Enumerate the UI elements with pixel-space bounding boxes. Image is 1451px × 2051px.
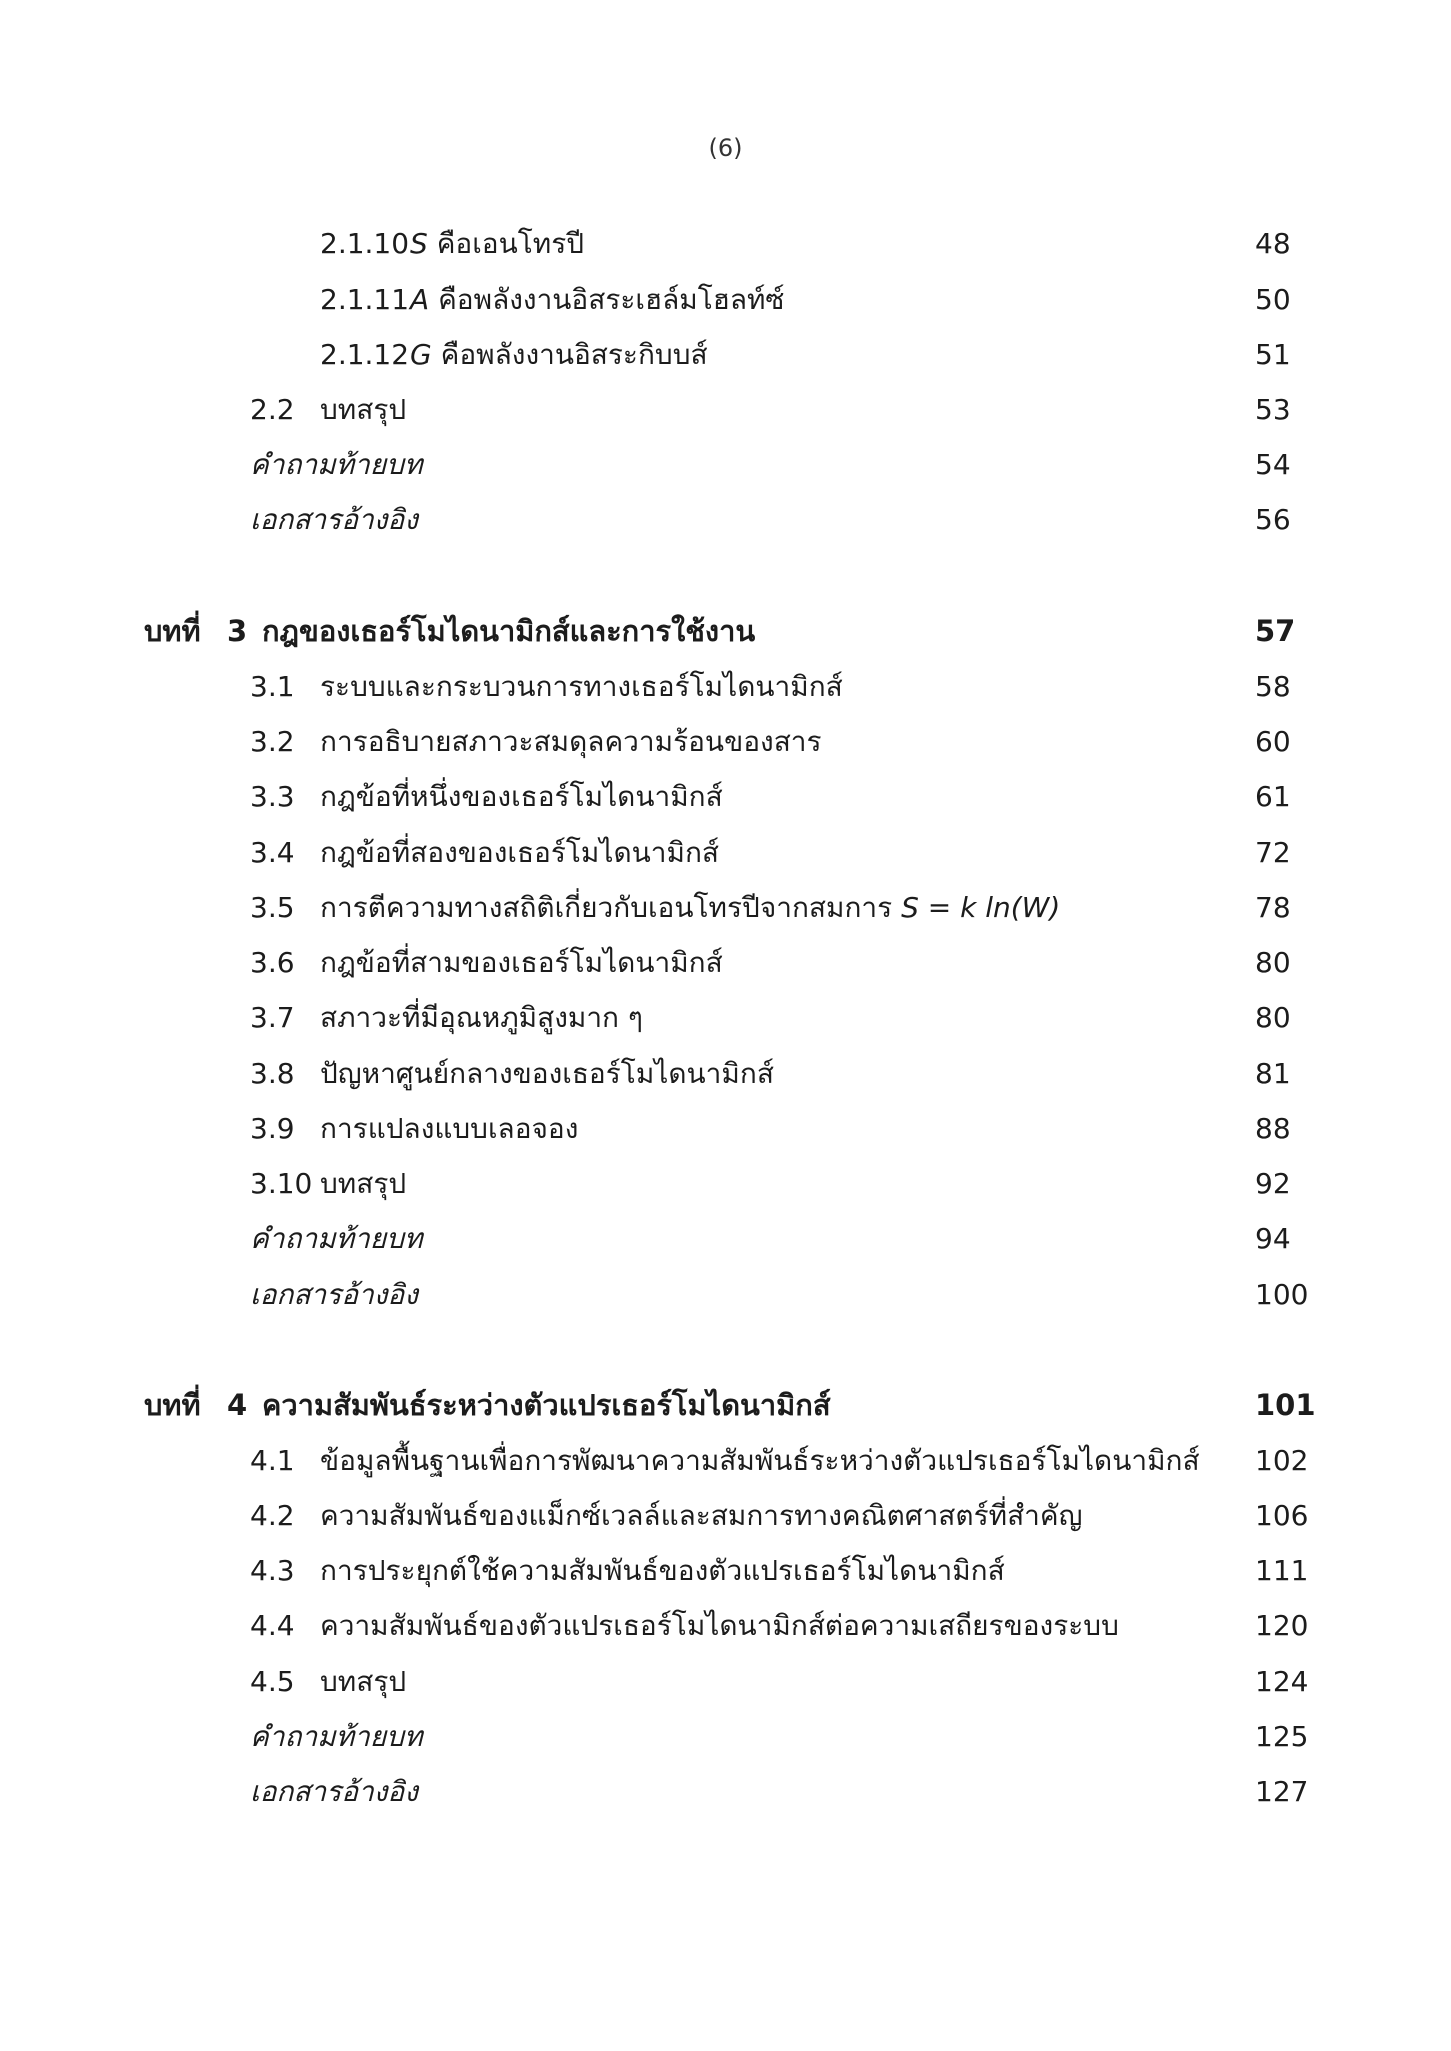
entry-number: 3	[227, 614, 248, 648]
entry-number: 4.3	[250, 1554, 295, 1587]
entry-page: 88	[1255, 1112, 1291, 1145]
entry-page: 48	[1255, 227, 1291, 260]
entry-page: 57	[1255, 614, 1296, 648]
entry-number: 3.2	[250, 725, 295, 758]
entry-title: ความสัมพันธ์ของตัวแปรเธอร์โมไดนามิกส์ต่อความเสถียรของระบบ	[320, 1609, 1119, 1642]
entry-number: 3.10	[250, 1167, 313, 1200]
entry-page: 101	[1255, 1388, 1316, 1422]
entry-title: กฎข้อที่สองของเธอร์โมไดนามิกส์	[320, 836, 720, 869]
toc-entry-row	[0, 663, 1451, 711]
entry-page: 81	[1255, 1057, 1291, 1090]
entry-title: ข้อมูลพื้นฐานเพื่อการพัฒนาความสัมพันธ์ระหว่างตัวแปรเธอร์โมไดนามิกส์	[320, 1444, 1200, 1477]
entry-title: บทสรุป	[320, 1665, 407, 1698]
entry-title: G คือพลังงานอิสระกิบบส์	[410, 338, 708, 371]
chapter-label: บทที่	[144, 1388, 201, 1422]
toc-entry-row	[0, 829, 1451, 877]
entry-title: สภาวะที่มีอุณหภูมิสูงมาก ๆ	[320, 1001, 643, 1034]
entry-page: 100	[1255, 1278, 1309, 1311]
entry-number: 2.1.12	[320, 338, 410, 371]
entry-title: ปัญหาศูนย์กลางของเธอร์โมไดนามิกส์	[320, 1057, 774, 1090]
entry-title: คำถามท้ายบท	[250, 1720, 423, 1753]
entry-symbol: S	[410, 227, 428, 260]
toc-entry-row	[0, 773, 1451, 821]
entry-title: การแปลงแบบเลอจอง	[320, 1112, 579, 1145]
toc-chapter-row	[0, 607, 1451, 655]
toc-entry-row	[0, 1492, 1451, 1540]
toc-entry-row	[0, 386, 1451, 434]
toc-entry-row	[0, 1658, 1451, 1706]
entry-page: 50	[1255, 283, 1291, 316]
entry-number: 4.4	[250, 1609, 295, 1642]
entry-number: 2.1.10	[320, 227, 410, 260]
toc-entry-row	[0, 939, 1451, 987]
toc-entry-row	[0, 1050, 1451, 1098]
page-number: (6)	[708, 134, 743, 162]
toc-entry-row	[0, 1768, 1451, 1816]
entry-title: คำถามท้ายบท	[250, 1222, 423, 1255]
entry-title: เอกสารอ้างอิง	[250, 1278, 418, 1311]
entry-page: 80	[1255, 1001, 1291, 1034]
toc-entry-row	[0, 884, 1451, 932]
entry-title: ความสัมพันธ์ระหว่างตัวแปรเธอร์โมไดนามิกส์	[262, 1388, 831, 1422]
toc-entry-row	[0, 1105, 1451, 1153]
entry-number: 3.6	[250, 946, 295, 979]
entry-page: 78	[1255, 891, 1291, 924]
toc-entry-row	[0, 1215, 1451, 1263]
entry-page: 120	[1255, 1609, 1309, 1642]
entry-symbol: A	[410, 283, 430, 316]
toc-entry-row	[0, 1160, 1451, 1208]
entry-symbol: G	[410, 338, 432, 371]
toc-entry-row	[0, 718, 1451, 766]
entry-title: กฎของเธอร์โมไดนามิกส์และการใช้งาน	[262, 614, 756, 648]
entry-number: 3.7	[250, 1001, 295, 1034]
entry-title: เอกสารอ้างอิง	[250, 1775, 418, 1808]
entry-page: 106	[1255, 1499, 1309, 1532]
entry-page: 94	[1255, 1222, 1291, 1255]
entry-page: 53	[1255, 393, 1291, 426]
entry-title: กฎข้อที่สามของเธอร์โมไดนามิกส์	[320, 946, 723, 979]
entry-title: การตีความทางสถิติเกี่ยวกับเอนโทรปีจากสมการ S = k ln(W)	[320, 891, 1061, 924]
toc-entry-row	[0, 1713, 1451, 1761]
entry-title: S คือเอนโทรปี	[410, 227, 585, 260]
entry-title: การประยุกต์ใช้ความสัมพันธ์ของตัวแปรเธอร์โมไดนามิกส์	[320, 1554, 1005, 1587]
toc-entry-row	[0, 1602, 1451, 1650]
entry-title: คำถามท้ายบท	[250, 448, 423, 481]
entry-page: 56	[1255, 503, 1291, 536]
entry-page: 51	[1255, 338, 1291, 371]
entry-number: 2.1.11	[320, 283, 410, 316]
entry-title: บทสรุป	[320, 393, 407, 426]
entry-number: 4	[227, 1388, 248, 1422]
entry-number: 3.1	[250, 670, 295, 703]
toc-entry-row	[0, 331, 1451, 379]
toc-entry-row	[0, 441, 1451, 489]
entry-number: 4.1	[250, 1444, 295, 1477]
entry-number: 3.9	[250, 1112, 295, 1145]
entry-page: 92	[1255, 1167, 1291, 1200]
entry-number: 3.3	[250, 780, 295, 813]
entry-page: 111	[1255, 1554, 1309, 1587]
toc-entry-row	[0, 496, 1451, 544]
entry-equation: S = k ln(W)	[901, 891, 1061, 924]
entry-page: 58	[1255, 670, 1291, 703]
toc-entry-row	[0, 1437, 1451, 1485]
entry-title: A คือพลังงานอิสระเฮล์มโฮลท์ซ์	[410, 283, 785, 316]
entry-page: 125	[1255, 1720, 1309, 1753]
entry-number: 4.5	[250, 1665, 295, 1698]
entry-page: 124	[1255, 1665, 1309, 1698]
entry-title: กฎข้อที่หนึ่งของเธอร์โมไดนามิกส์	[320, 780, 723, 813]
entry-page: 54	[1255, 448, 1291, 481]
entry-page: 60	[1255, 725, 1291, 758]
entry-number: 3.4	[250, 836, 295, 869]
entry-title: เอกสารอ้างอิง	[250, 503, 418, 536]
entry-page: 102	[1255, 1444, 1309, 1477]
entry-page: 127	[1255, 1775, 1309, 1808]
entry-page: 61	[1255, 780, 1291, 813]
toc-entry-row	[0, 1271, 1451, 1319]
entry-title: บทสรุป	[320, 1167, 407, 1200]
entry-page: 80	[1255, 946, 1291, 979]
toc-entry-row	[0, 220, 1451, 268]
entry-title: การอธิบายสภาวะสมดุลความร้อนของสาร	[320, 725, 822, 758]
entry-title: ระบบและกระบวนการทางเธอร์โมไดนามิกส์	[320, 670, 843, 703]
toc-chapter-row	[0, 1381, 1451, 1429]
entry-page: 72	[1255, 836, 1291, 869]
toc-entry-row	[0, 994, 1451, 1042]
toc-entry-row	[0, 276, 1451, 324]
entry-number: 2.2	[250, 393, 295, 426]
entry-number: 3.5	[250, 891, 295, 924]
entry-number: 3.8	[250, 1057, 295, 1090]
chapter-label: บทที่	[144, 614, 201, 648]
entry-title: ความสัมพันธ์ของแม็กซ์เวลล์และสมการทางคณิตศาสตร์ที่สำคัญ	[320, 1499, 1083, 1532]
entry-number: 4.2	[250, 1499, 295, 1532]
toc-entry-row	[0, 1547, 1451, 1595]
